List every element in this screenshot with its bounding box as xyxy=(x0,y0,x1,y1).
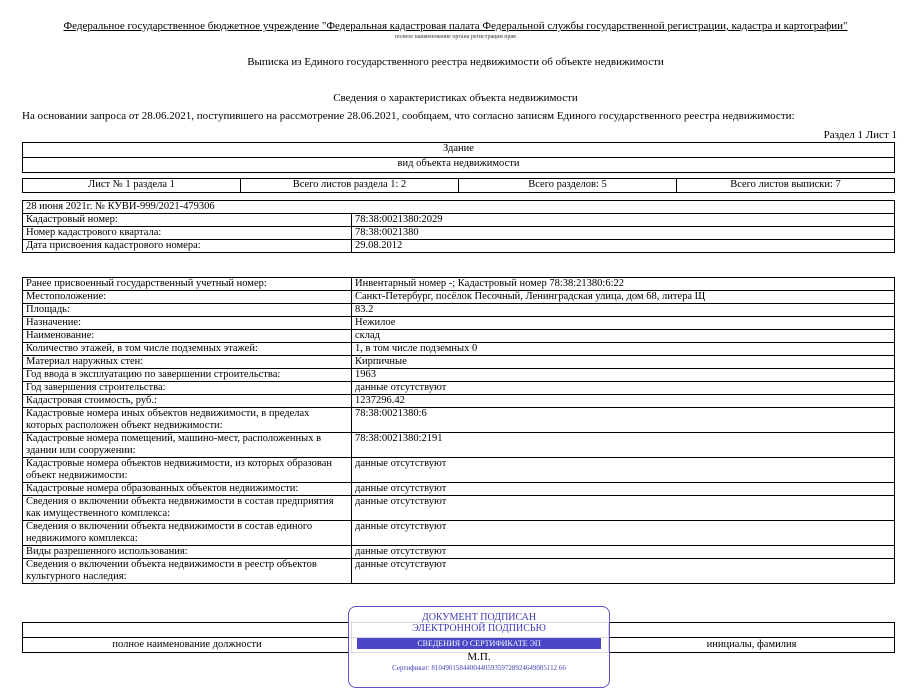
field-value: 1237296.42 xyxy=(352,395,895,408)
field-value: Нежилое xyxy=(352,317,895,330)
field-value: 78:38:0021380 xyxy=(352,227,895,240)
object-name: Здание xyxy=(23,143,895,158)
section-label: Раздел 1 Лист 1 xyxy=(823,129,897,141)
field-label: Год завершения строительства: xyxy=(23,382,352,395)
organization-note: полное наименование органа регистрации прав xyxy=(394,34,517,40)
field-value: данные отсутствуют xyxy=(352,458,895,483)
table-row xyxy=(23,291,895,304)
field-value: Санкт-Петербург, посёлок Песочный, Ленинградская улица, дом 68, литера Щ xyxy=(352,291,895,304)
sheet-number: Лист № 1 раздела 1 xyxy=(23,179,241,193)
field-value: 78:38:0021380:2191 xyxy=(352,433,895,458)
field-value: 29.08.2012 xyxy=(352,240,895,253)
stamp-line1: ДОКУМЕНТ ПОДПИСАН xyxy=(421,612,537,623)
stamp-certificate-number: Сертификат: 810490158440044059359728924649085112 66 xyxy=(392,664,566,672)
field-label: Сведения о включении объекта недвижимости в реестр объектов культурного наследия: xyxy=(23,559,352,584)
organization-name: Федеральное государственное бюджетное учреждение "Федеральная кадастровая палата Федеральной службы государственной регистрации, кадастра и картографии" xyxy=(63,20,848,32)
field-label: Виды разрешенного использования: xyxy=(23,546,352,559)
field-value: 1, в том числе подземных 0 xyxy=(352,343,895,356)
field-value: Кирпичные xyxy=(352,356,895,369)
field-label: Год ввода в эксплуатацию по завершении строительства: xyxy=(23,369,352,382)
field-label: Площадь: xyxy=(23,304,352,317)
total-sheets-extract: Всего листов выписки: 7 xyxy=(677,179,895,193)
request-basis: На основании запроса от 28.06.2021, поступившего на рассмотрение 28.06.2021, сообщаем, что согласно записям Единого государственного реестра недвижимости: xyxy=(22,110,795,122)
field-label: Местоположение: xyxy=(23,291,352,304)
field-label: Кадастровые номера объектов недвижимости, из которых образован объект недвижимости: xyxy=(23,458,352,483)
table-row xyxy=(23,382,895,395)
total-sheets-section: Всего листов раздела 1: 2 xyxy=(241,179,459,193)
field-label: Сведения о включении объекта недвижимости в состав единого недвижимого комплекса: xyxy=(23,521,352,546)
position-label: полное наименование должности xyxy=(23,638,352,653)
document-reference: 28 июня 2021г. № КУВИ-999/2021-479306 xyxy=(23,201,895,214)
field-value: 1963 xyxy=(352,369,895,382)
table-row xyxy=(23,395,895,408)
stamp-mp: М.П. xyxy=(467,651,491,663)
sheets-table xyxy=(22,178,895,193)
field-label: Кадастровые номера иных объектов недвижимости, в пределах которых расположен объект недвижимости: xyxy=(23,408,352,433)
field-value: данные отсутствуют xyxy=(352,546,895,559)
field-value: склад xyxy=(352,330,895,343)
name-label: инициалы, фамилия xyxy=(609,638,895,653)
extract-title: Выписка из Единого государственного реестра недвижимости об объекте недвижимости xyxy=(247,56,664,68)
field-label: Материал наружных стен: xyxy=(23,356,352,369)
stamp-line2: ЭЛЕКТРОННОЙ ПОДПИСЬЮ xyxy=(412,623,546,634)
field-value: Инвентарный номер -; Кадастровый номер 78:38:21380:6:22 xyxy=(352,278,895,291)
object-type-label: вид объекта недвижимости xyxy=(23,158,895,173)
field-label: Ранее присвоенный государственный учетный номер: xyxy=(23,278,352,291)
field-label: Кадастровая стоимость, руб.: xyxy=(23,395,352,408)
stamp-certificate-bar: СВЕДЕНИЯ О СЕРТИФИКАТЕ ЭП xyxy=(357,638,601,649)
table-row xyxy=(23,343,895,356)
field-value: данные отсутствуют xyxy=(352,483,895,496)
table-row xyxy=(23,559,895,584)
field-label: Кадастровые номера образованных объектов недвижимости: xyxy=(23,483,352,496)
field-value: данные отсутствуют xyxy=(352,496,895,521)
electronic-signature-stamp xyxy=(348,606,610,688)
field-label: Наименование: xyxy=(23,330,352,343)
field-value: 78:38:0021380:6 xyxy=(352,408,895,433)
table-row xyxy=(23,330,895,343)
table-row xyxy=(23,356,895,369)
table-row xyxy=(23,408,895,433)
field-value: данные отсутствуют xyxy=(352,382,895,395)
field-value: данные отсутствуют xyxy=(352,521,895,546)
main-fields-table xyxy=(22,200,895,253)
table-row xyxy=(23,496,895,521)
object-table xyxy=(22,142,895,173)
field-label: Сведения о включении объекта недвижимости в состав предприятия как имущественного комплекса: xyxy=(23,496,352,521)
position-cell xyxy=(23,623,352,638)
field-label: Количество этажей, в том числе подземных этажей: xyxy=(23,343,352,356)
table-row xyxy=(23,317,895,330)
field-value: 83.2 xyxy=(352,304,895,317)
table-row xyxy=(23,546,895,559)
table-row xyxy=(23,458,895,483)
table-row xyxy=(23,214,895,227)
info-title: Сведения о характеристиках объекта недвижимости xyxy=(333,92,578,104)
table-row xyxy=(23,227,895,240)
table-row xyxy=(23,521,895,546)
table-row xyxy=(23,278,895,291)
field-label: Номер кадастрового квартала: xyxy=(23,227,352,240)
field-value: 78:38:0021380:2029 xyxy=(352,214,895,227)
name-cell xyxy=(609,623,895,638)
details-table xyxy=(22,277,895,584)
field-value: данные отсутствуют xyxy=(352,559,895,584)
field-label: Кадастровые номера помещений, машино-мест, расположенных в здании или сооружении: xyxy=(23,433,352,458)
table-row xyxy=(23,433,895,458)
field-label: Назначение: xyxy=(23,317,352,330)
field-label: Дата присвоения кадастрового номера: xyxy=(23,240,352,253)
table-row xyxy=(23,304,895,317)
total-sections: Всего разделов: 5 xyxy=(459,179,677,193)
field-label: Кадастровый номер: xyxy=(23,214,352,227)
table-row xyxy=(23,369,895,382)
table-row xyxy=(23,483,895,496)
table-row xyxy=(23,240,895,253)
